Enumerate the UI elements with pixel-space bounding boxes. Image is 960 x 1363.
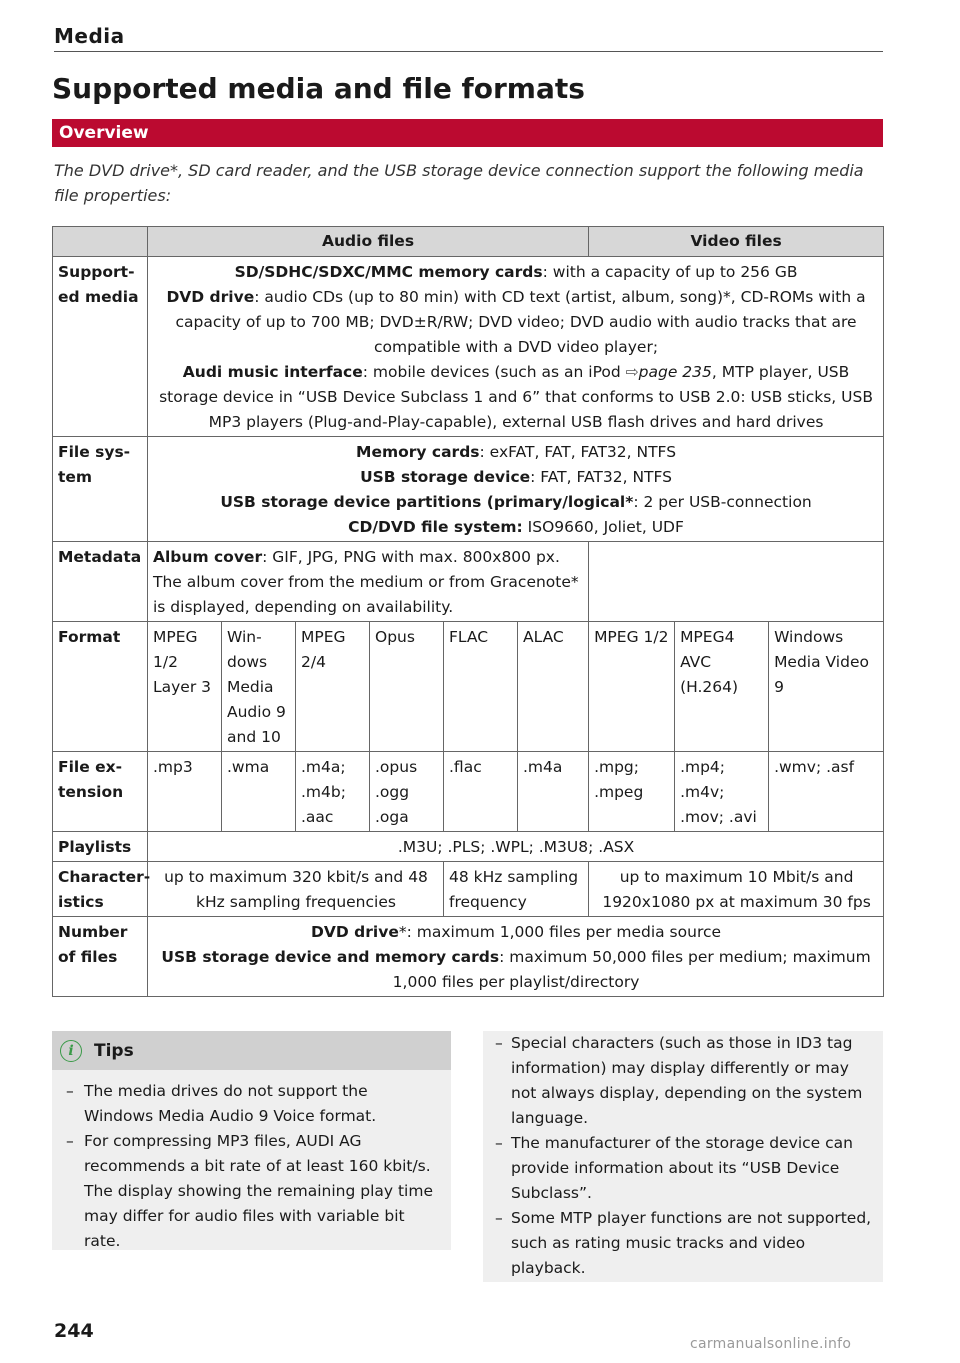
number-of-files-cell: DVD drive*: maximum 1,000 files per media source USB storage device and memory cards: maximum 50,000 files per medium; maximum 1,000 files per playlist/directory bbox=[148, 917, 884, 997]
tips-title: Tips bbox=[94, 1040, 134, 1061]
row-metadata bbox=[53, 542, 884, 622]
media-format-table bbox=[52, 226, 884, 997]
list-item: – Some MTP player functions are not supported, such as rating music tracks and video playback. bbox=[495, 1206, 873, 1281]
metadata-video-empty bbox=[589, 542, 884, 622]
file-system-cell: Memory cards: exFAT, FAT, FAT32, NTFS USB storage device: FAT, FAT32, NTFS USB storage device partitions (primary/logical*: 2 per USB-connection CD/DVD file system: ISO9660, Joliet, UDF bbox=[148, 437, 884, 542]
extension-cell: .flac bbox=[444, 752, 518, 832]
metadata-cell: Album cover: GIF, JPG, PNG with max. 800x800 px. The album cover from the medium or from Gracenote* is displayed, depending on availability. bbox=[148, 542, 589, 622]
characteristics-video-cell: up to maximum 10 Mbit/s and 1920x1080 px at maximum 30 fps bbox=[589, 862, 884, 917]
list-item: – Special characters (such as those in ID3 tag information) may display differently or may not always display, depending on the system language. bbox=[495, 1031, 873, 1131]
row-format bbox=[53, 622, 884, 752]
row-label: File sys-tem bbox=[53, 437, 148, 542]
extension-cell: .mpg; .mpeg bbox=[589, 752, 675, 832]
format-cell: Opus bbox=[370, 622, 444, 752]
playlists-cell: .M3U; .PLS; .WPL; .M3U8; .ASX bbox=[148, 832, 884, 862]
page-link-arrow-icon[interactable]: ⇨ bbox=[625, 363, 639, 381]
format-cell: MPEG 1/2 Layer 3 bbox=[148, 622, 222, 752]
page-235-link[interactable]: page 235 bbox=[638, 363, 712, 381]
dvd-drive-label: DVD drive bbox=[166, 288, 255, 306]
extension-cell: .m4a; .m4b; .aac bbox=[296, 752, 370, 832]
watermark: carmanualsonline.info bbox=[690, 1336, 852, 1352]
supported-media-cell: SD/SDHC/SDXC/MMC memory cards: with a capacity of up to 256 GB DVD drive: audio CDs (up to 80 min) with CD text (artist, album, song)*, CD-ROMs with a capacity of up to 700 MB; DVD±R/RW; DVD video; DVD audio with audio tracks that are compatible with a DVD video player; Audi music interface: mobile devices (such as an iPod ⇨page 235, MTP player, USB storage device in “USB Device Subclass 1 and 6” that conforms to USB 2.0: USB sticks, USB MP3 players (Plug-and-Play-capable), external USB flash drives and hard drives bbox=[148, 257, 884, 437]
row-supported-media bbox=[53, 257, 884, 437]
list-item: – The media drives do not support the Windows Media Audio 9 Voice format. bbox=[66, 1079, 441, 1129]
format-cell: MPEG 2/4 bbox=[296, 622, 370, 752]
tips-list-continued bbox=[483, 1031, 883, 1281]
row-number-of-files bbox=[53, 917, 884, 997]
format-cell: Win-dows Media Audio 9 and 10 bbox=[222, 622, 296, 752]
section-header: Media bbox=[54, 24, 125, 48]
row-label: Number of files bbox=[53, 917, 148, 997]
header-rule bbox=[54, 51, 883, 52]
page-title: Supported media and file formats bbox=[52, 72, 585, 105]
tips-box bbox=[52, 1031, 451, 1250]
format-cell: ALAC bbox=[518, 622, 589, 752]
format-cell: MPEG4 AVC (H.264) bbox=[675, 622, 769, 752]
page-number: 244 bbox=[54, 1320, 94, 1342]
intro-text: The DVD drive*, SD card reader, and the USB storage device connection support the following media file properties: bbox=[54, 161, 864, 205]
extension-cell: .mp3 bbox=[148, 752, 222, 832]
col-audio-files: Audio files bbox=[148, 227, 589, 257]
overview-heading: Overview bbox=[52, 119, 883, 147]
row-characteristics bbox=[53, 862, 884, 917]
extension-cell: .opus .ogg .oga bbox=[370, 752, 444, 832]
tips-list bbox=[52, 1070, 451, 1254]
col-video-files: Video files bbox=[589, 227, 884, 257]
row-label: Playlists bbox=[53, 832, 148, 862]
row-label: Character-istics bbox=[53, 862, 148, 917]
row-file-extension bbox=[53, 752, 884, 832]
format-cell: FLAC bbox=[444, 622, 518, 752]
extension-cell: .wmv; .asf bbox=[769, 752, 884, 832]
tips-box-continued bbox=[483, 1031, 883, 1282]
format-cell: Windows Media Video 9 bbox=[769, 622, 884, 752]
list-item: – The manufacturer of the storage device can provide information about its “USB Device Subclass”. bbox=[495, 1131, 873, 1206]
row-label: Support-ed media bbox=[53, 257, 148, 437]
sd-cards-label: SD/SDHC/SDXC/MMC memory cards bbox=[234, 263, 543, 281]
audi-music-interface-label: Audi music interface bbox=[182, 363, 363, 381]
characteristics-audio-cell: up to maximum 320 kbit/s and 48 kHz sampling frequencies bbox=[148, 862, 444, 917]
extension-cell: .mp4; .m4v; .mov; .avi bbox=[675, 752, 769, 832]
row-file-system bbox=[53, 437, 884, 542]
list-item: – For compressing MP3 files, AUDI AG recommends a bit rate of at least 160 kbit/s. The display showing the remaining play time may differ for audio files with variable bit rate. bbox=[66, 1129, 441, 1254]
extension-cell: .m4a bbox=[518, 752, 589, 832]
format-cell: MPEG 1/2 bbox=[589, 622, 675, 752]
corner-cell bbox=[53, 227, 148, 257]
row-playlists bbox=[53, 832, 884, 862]
extension-cell: .wma bbox=[222, 752, 296, 832]
row-label: Metadata bbox=[53, 542, 148, 622]
row-label: Format bbox=[53, 622, 148, 752]
row-label: File ex-tension bbox=[53, 752, 148, 832]
characteristics-alac-cell: 48 kHz sampling frequency bbox=[444, 862, 589, 917]
table-header-row bbox=[53, 227, 884, 257]
tips-header bbox=[52, 1031, 451, 1070]
info-icon: i bbox=[60, 1040, 82, 1062]
